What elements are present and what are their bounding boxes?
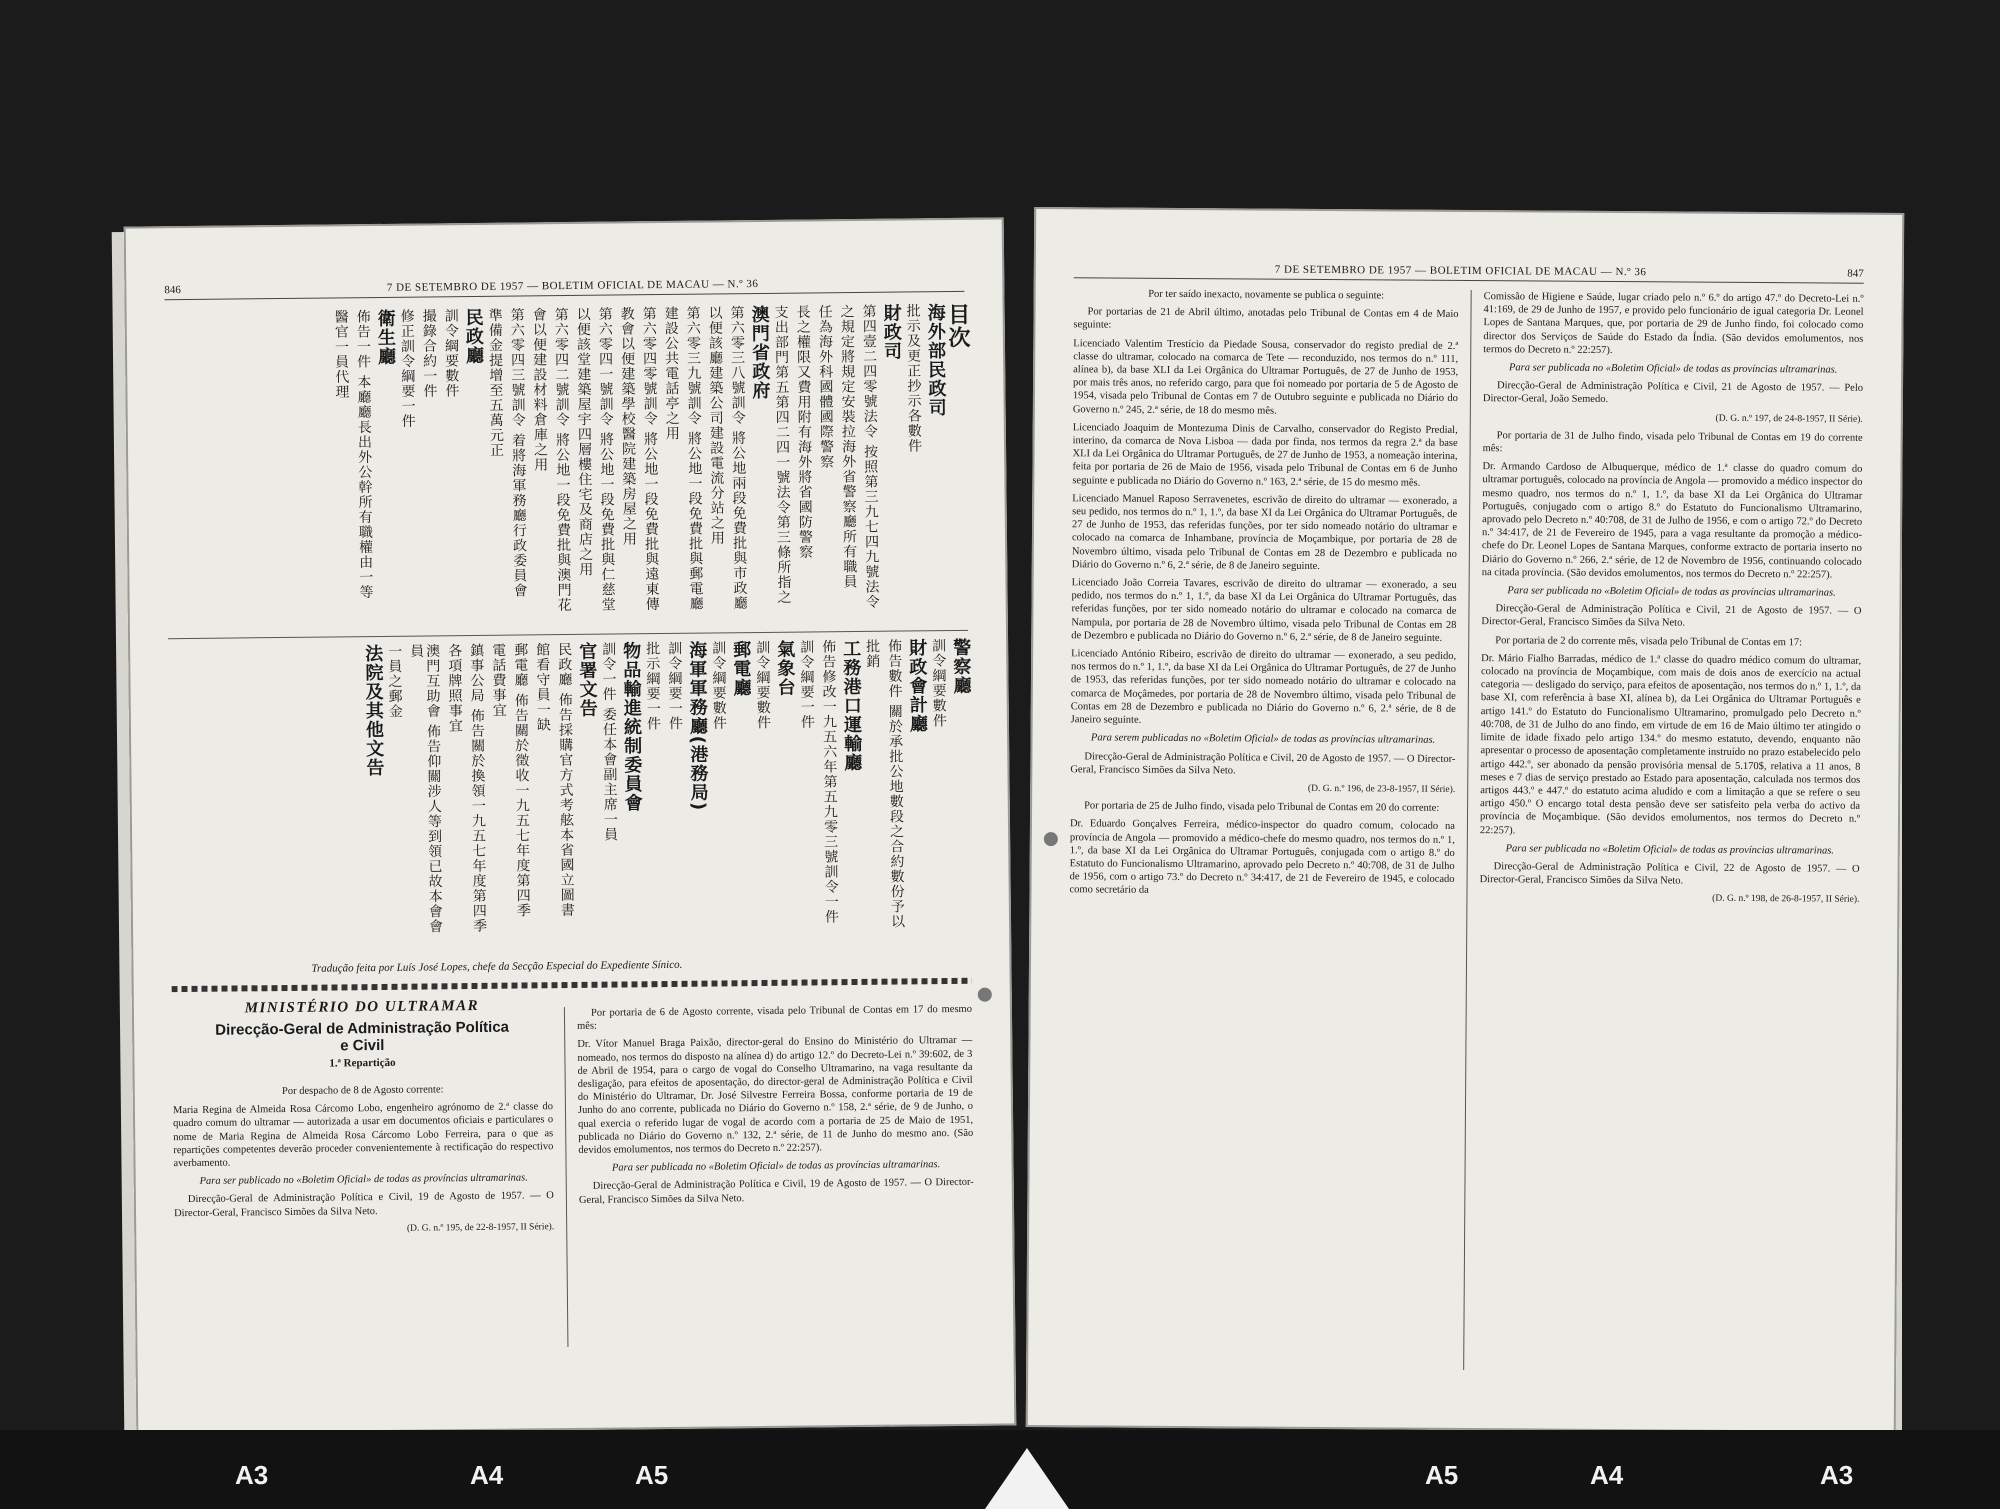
paragraph: Dr. Armando Cardoso de Albuquerque, médico de 1.ª classe do quadro comum do ultramar português, colocado na província de Angola — promovido a médico inspector do mesmo quadro, nos termos do n.º 1, 1.º, da base XI da Lei Orgânica do Ultramar Português, conjugado com o artigo 8.º do Estatuto do Funcionalismo Ultramarino, aprovado pelo Decreto n.º 40:708, de 31 de Julho de 1956, e com o artigo 72.º do Decreto n.º 34:417, de 21 de Fevereiro de 1945, para a vaga resultante da promoção a médico-chefe do Dr. Leonel Lopes de Santana Marques, conforme extracto de portaria inserto no Diário do Governo n.º 266, 2.ª série, de 12 de Novembro de 1956, continuando colocado na citada província. (São devidos emolumentos, nos termos do Decreto n.º 22:257).: [1481, 461, 1863, 581]
chinese-heading: 目次: [944, 302, 971, 350]
paragraph: Dr. Eduardo Gonçalves Ferreira, médico-inspector do quadro comum, colocado na província de Angola — promovido a médico-chefe do mesmo quadro, nos termos do n.º 1, 1.º, da base XI da Lei Orgânica do Ultramar Português, conjugada com o artigo 8.º do Estatuto do Funcionalismo Ultramarino, aprovado pelo Decreto n.º 40:708, de 31 de Julho de 1956, com o artigo 73.º do Decreto n.º 34:417, de 21 de Fevereiro de 1945, e colocado como secretário da: [1069, 818, 1455, 897]
chinese-entry: 鎮事公局 佈告關於換領一九五七年度第四季: [468, 642, 488, 934]
chinese-heading: 衛生廳: [374, 308, 397, 367]
film-mark-2: A4: [470, 1460, 504, 1490]
gazette-reference: (D. G. n.º 195, de 22-8-1957, II Série).: [406, 1222, 555, 1234]
paragraph: Por portaria de 25 de Julho findo, visada pelo Tribunal de Contas em 20 do corrente:: [1084, 800, 1440, 814]
chinese-entry: 醫官一員代理: [332, 309, 350, 400]
chinese-entry: 建設公共電話亭之用: [662, 305, 680, 441]
chinese-entry: 以便該堂建築屋宇四層樓住宅及商店之用: [574, 306, 594, 577]
paragraph: Por despacho de 8 de Agosto corrente:: [281, 1084, 444, 1098]
paragraph: Direcção-Geral de Administração Política e Civil, 21 de Agosto de 1957. — O Director-Geral, Francisco Simões da Silva Neto.: [1481, 603, 1862, 629]
chinese-entry: 第六零四一號訓令 將公地一段免費批與仁慈堂: [596, 306, 616, 613]
gazette-reference: (D. G. n.º 197, de 24-8-1957, II Série).: [1715, 413, 1863, 425]
chinese-entry: 以便該廳建築公司建設電流分站之用: [706, 305, 726, 546]
chinese-heading: 財政司: [880, 303, 903, 361]
chinese-contents-upper: [165, 302, 971, 631]
right-text-column-2: [1479, 290, 1863, 912]
punch-hole: [978, 988, 992, 1002]
chinese-entry: 之規定將規定安裝拉海外省警察廳所有職員: [838, 303, 858, 590]
chinese-heading: 民政廳: [462, 307, 485, 366]
chinese-entry: 長之權限又費用附有海外將省國防警察: [794, 304, 814, 560]
chinese-entry: 訓令一件 委任本會副主席一員: [600, 641, 619, 843]
chinese-entry: 澳門互助會 佈告仰關涉人等到領已故本會會員: [408, 643, 444, 934]
ministry-section: 1.ª Repartição: [329, 1056, 396, 1070]
paragraph: Direcção-Geral de Administração Política e Civil, 19 de Agosto de 1957. — O Director-Geral, Francisco Simões da Silva Neto.: [578, 1177, 974, 1206]
right-page-header: [1074, 262, 1864, 284]
ministry-heading: [172, 997, 553, 1071]
publication-note: Para ser publicado no «Boletim Oficial» de todas as províncias ultramarinas.: [199, 1172, 528, 1188]
chinese-entry: 佈告數件 關於承批公地數段之合約數份予以: [886, 638, 906, 930]
chinese-entry: 郵電廳 佈告關於徵收一九五七年度第四季: [512, 642, 531, 919]
chinese-heading: 法院及其他文告: [362, 643, 385, 778]
chinese-heading: 郵電廳: [730, 640, 752, 698]
left-text-column-1: [173, 1082, 555, 1243]
paragraph: Por portaria de 6 de Agosto corrente, visada pelo Tribunal de Contas em 17 do mesmo mês:: [577, 1003, 972, 1033]
column-rule: [1463, 290, 1472, 1370]
film-mark-6: A3: [1820, 1460, 1854, 1490]
publication-note: Para serem publicadas no «Boletim Oficial» de todas as províncias ultramarinas.: [1090, 732, 1436, 747]
left-page-header-title: 7 DE SETEMBRO DE 1957 — BOLETIM OFICIAL DE MACAU — N.º 36: [386, 277, 759, 294]
paragraph: Direcção-Geral de Administração Política e Civil, 20 de Agosto de 1957. — O Director-Geral, Francisco Simões da Silva Neto.: [1070, 750, 1456, 777]
paragraph: Licenciado Manuel Raposo Serravenetes, escrivão de direito do ultramar — exonerado, a seu pedido, nos termos do n.º 1, 1.º, da base XI da Lei Orgânica do Ultramar Português, de 27 de Junho de 1953, das referidas funções, por ter sido nomeado notário do ultramar e colocado na comarca de Inhambane, província de Moçambique, por portaria de 28 de Novembro último, visada pelo Tribunal de Contas em 28 de Dezembro e publicada no Diário do Governo n.º 6, 2.ª série, de 8 de Janeiro seguinte.: [1071, 493, 1458, 572]
chinese-heading: 氣象台: [774, 639, 796, 697]
paragraph: Por portarias de 21 de Abril último, anotadas pelo Tribunal de Contas em 4 de Maio seguinte:: [1073, 306, 1459, 331]
chinese-entry: 館看守員一缺: [534, 642, 552, 733]
left-text-column-2: [577, 1003, 974, 1212]
chinese-entry: 訓令綱要數件: [754, 639, 772, 731]
paragraph: Licenciado João Correia Tavares, escrivão de direito do ultramar — exonerado, a seu pedido, nos termos do n.º 1, 1.º, da base XI da Lei Orgânica do Ultramar Português, das referidas funções, por ter sido nomeado notário do ultramar e colocado na comarca de Nampula, por portaria de 28 de Novembro último, visada pelo Tribunal de Contas em 28 de Dezembro e publicada no Diário do Governo n.º 6, 2.ª série, de 8 de Janeiro seguinte.: [1071, 577, 1457, 644]
center-arrow-icon: [985, 1448, 1069, 1509]
chinese-entry: 訓令綱要數件: [930, 638, 947, 729]
paragraph: Direcção-Geral de Administração Política e Civil, 22 de Agosto de 1957. — O Director-Geral, Francisco Simões da Silva Neto.: [1479, 861, 1860, 887]
chinese-heading: 澳門省政府: [748, 304, 771, 401]
chinese-entry: 準備金提增至五萬元正: [486, 307, 505, 458]
chinese-entry: 會以便建設材料倉庫之用: [530, 307, 549, 473]
film-mark-4: A5: [1425, 1460, 1459, 1490]
paragraph: Licenciado Valentim Trestício da Piedade Sousa, conservador do registo predial de 2.ª classe do ultramar, colocado na comarca de Tete — reconduzido, nos termos do n.º 111, alínea b), da base XLI da Lei Orgânica do Ultramar Português, de 27 de Junho de 1953, por mais três anos, no referido cargo, para que foi nomeado por portaria de 5 de Agosto de 1954, visada pelo Tribunal de Contas em 7 de Outubro seguinte e publicada no Diário do Governo n.º 245, 2.ª série, de 18 do mesmo mês.: [1072, 337, 1459, 417]
chinese-entry: 任為海外科國體國際警察: [816, 304, 835, 470]
chinese-entry: 第六零四二號訓令 將公地一段免費批與澳門花: [552, 306, 572, 613]
paragraph: Por ter saído inexacto, novamente se publica o seguinte:: [1148, 288, 1385, 302]
paragraph: Licenciado António Ribeiro, escrivão de direito do ultramar — exonerado, a seu pedido, nos termos do n.º 1, 1.º, da base XI da Lei Orgânica do Ultramar Português, de 27 de Junho de 1953, das referidas funções, por ter sido nomeado notário do ultramar e colocado na comarca de Moçâmedes, por portaria de 28 de Novembro último, visada pelo Tribunal de Contas em 28 de Dezembro e publicada no Diário do Governo n.º 6, 2.ª série, de 8 de Janeiro seguinte.: [1070, 648, 1457, 726]
gazette-reference: (D. G. n.º 196, de 23-8-1957, II Série).: [1307, 783, 1456, 795]
chinese-heading: 警察廳: [950, 637, 972, 696]
film-mark-3: A5: [635, 1460, 669, 1490]
chinese-entry: 第四壹二四零號法令 按照第三九七四九號法令: [860, 303, 880, 610]
chinese-entry: 支出部門第五第四二四一號法令第三條所指之: [772, 304, 792, 605]
ornamental-rule: [172, 978, 972, 992]
right-page: [1026, 207, 1904, 1433]
publication-note: Para ser publicada no «Boletim Oficial» de todas as províncias ultramarinas.: [1505, 843, 1834, 857]
chinese-heading: 財政會計廳: [906, 638, 929, 734]
publication-note: Para ser publicada no «Boletim Oficial» de todas as províncias ultramarinas.: [1508, 362, 1838, 376]
punch-hole: [1044, 832, 1058, 846]
paragraph: Dr. Mário Fialho Barradas, médico de 1.ª classe do quadro médico comum do ultramar, colocado na província de Moçambique, com mais de dois anos de exercício na actual categoria — desligado do serviço, para efeitos de aposentação, nos termos do n.º 1, 1.º, da base XI, com referência à base XI, alínea b), da Lei Orgânica do Ultramar Português e artigo 141.º do Estatuto do Funcionalismo Ultramarino, promulgado pelo Decreto n.º 40:708, de 31 de Julho do ano findo, em virtude de em 16 de Maio último ter atingido o limite de idade fixado pelo artigo 134.º do mesmo estatuto, devendo, enquanto não apresentar o processo de aposentação completamente instruído no prazo estabelecido pelo artigo 442.º, ser abonado da pensão provisória mensal de 5.170$, relativa a 11 anos, 8 meses e 7 dias de serviço prestado ao Estado para aposentação, calculada nos termos dos artigos 443.º e 447.º do estatuto acima aludido e com a limitação a que se refere o seu artigo 450.º O encargo total desta pensão deve ser satisfeito pela verba do activo da província de Moçambique. (São devidos emolumentos, nos termos do Decreto n.º 22:257).: [1479, 652, 1862, 836]
left-page-number: 846: [164, 284, 181, 297]
chinese-contents-lower: [168, 638, 971, 946]
left-page: [124, 217, 1017, 1434]
chinese-entry: 各項牌照事宜: [446, 643, 464, 734]
chinese-heading: 物品輸進統制委員會: [620, 641, 643, 813]
publication-note: Para ser publicada no «Boletim Oficial» de todas as províncias ultramarinas.: [611, 1159, 941, 1174]
paragraph: Direcção-Geral de Administração Política e Civil, 19 de Agosto de 1957. — O Director-Geral, Francisco Simões da Silva Neto.: [173, 1190, 554, 1219]
paragraph: Direcção-Geral de Administração Política e Civil, 21 de Agosto de 1957. — Pelo Director-Geral, João Semedo.: [1482, 380, 1864, 406]
chinese-entry: 批示及更正抄示各數件: [904, 303, 923, 454]
chinese-entry: 佈告一件 本廳廳長出外公幹所有職權由一等: [354, 309, 374, 600]
chinese-entry: 民政廳 佈告採購官方式考舷本省國立圖書: [556, 641, 575, 918]
column-rule: [564, 1007, 569, 1347]
left-page-header: [164, 276, 964, 300]
ministry-subtitle-2: e Civil: [340, 1036, 385, 1055]
chinese-entry: 電話費事宜: [490, 642, 507, 718]
chinese-entry: 訓令綱要數件: [710, 640, 728, 731]
paragraph: Comissão de Higiene e Saúde, lugar criado pelo n.º 6.º do artigo 47.º do Decreto-Lei n.º 41:169, de 29 de Junho de 1957, e provido pelo funcionário de igual categoria Dr. Leonel Lopes de Santana Marques, que, por portaria de 29 de Junho findo, foi colocado como director dos Serviços de Saúde do Estado da Índia. (São devidos emolumentos, nos termos do Decreto n.º 22:257).: [1483, 291, 1864, 356]
chinese-entry: 第六零四三號訓令 着將海軍務廳行政委員會: [508, 307, 528, 599]
chinese-entry: 訓令綱要數件: [442, 308, 460, 399]
chinese-heading: 海外部民政司: [924, 303, 947, 418]
chinese-entry: 修正訓令綱要一件: [398, 308, 416, 429]
chinese-heading: 工務港口運輸廳: [840, 638, 863, 773]
chinese-heading: 海軍軍務廳(港務局): [686, 640, 709, 812]
film-mark-1: A3: [235, 1460, 269, 1490]
paragraph: Por portaria de 31 de Julho findo, visada pelo Tribunal de Contas em 19 do corrente mês:: [1482, 430, 1863, 455]
chinese-entry: 批銷: [864, 638, 881, 669]
right-text-column-1: [1069, 287, 1458, 904]
paragraph: Maria Regina de Almeida Rosa Cárcomo Lobo, engenheiro agrónomo de 2.ª classe do quadro comum do ultramar — autorizada a usar em documentos oficiais e particulares o nome de Maria Regina de Almeida Rosa Cárcomo Lobo Ferreira, para o que as repartições competentes deverão proceder convenientemente à rectificação do respectivo averbamento.: [172, 1101, 554, 1170]
chinese-entry: 第六零三九號訓令 將公地一段免費批與郵電廳: [684, 305, 704, 612]
paragraph: Por portaria de 2 do corrente mês, visada pelo Tribunal de Contas em 17:: [1495, 634, 1803, 649]
publication-note: Para ser publicada no «Boletim Oficial» de todas as províncias ultramarinas.: [1507, 585, 1836, 599]
chinese-entry: 佈告修改一九五六年第五九零三號訓令一件: [820, 639, 840, 925]
paragraph: Dr. Vítor Manuel Braga Paixão, director-geral do Ensino do Ministério do Ultramar — nomeado, nos termos do disposto na alínea d) do artigo 12.º do Decreto-Lei n.º 39:602, de 3 de Abril de 1954, para o cargo de vogal do Conselho Ultramarino, na vaga resultante da desligação, para efeitos de aposentação, do director-geral de Administração Política e Civil do Ministério do Ultramar, Dr. José Silvestre Ferreira Bossa, conforme portaria de 19 de Junho do ano corrente, publicada no Diário do Governo n.º 158, 2.ª série, de 9 de Junho, o qual exercia o referido lugar de vogal de acordo com a portaria de 25 de Maio de 1951, publicada no Diário do Governo n.º 132, 2.ª série, de 11 de Junho do mesmo ano. (São devidos emolumentos, nos termos do Decreto n.º 22:257).: [577, 1035, 974, 1156]
translation-note: Tradução feita por Luís José Lopes, chefe da Secção Especial do Expediente Sínico.: [311, 958, 683, 975]
paragraph: Licenciado Joaquim de Montezuma Dinis de Carvalho, conservador do Registo Predial, interino, da comarca de Nova Lisboa — dada por finda, nos termos da regra 2.ª da base XLI da Lei Orgânica do Ultramar Português, de 27 de Junho de 1953, a nomeação interina, feita por portaria de 26 de Maio de 1956, visada pelo Tribunal de Contas em 6 de Junho seguinte e publicada no Diário do Governo n.º 163, 2.ª série, de 15 do mesmo mês.: [1072, 422, 1458, 489]
film-mark-5: A4: [1590, 1460, 1624, 1490]
section-divider: [168, 630, 968, 639]
chinese-entry: 第六零四零號訓令 將公地一段免費批與遠東傳: [640, 306, 660, 612]
chinese-entry: 訓令綱要一件: [666, 640, 684, 731]
chinese-entry: 教會以便建築學校醫院建築房屋之用: [618, 306, 638, 547]
chinese-entry: 一員之郵金: [386, 643, 403, 719]
chinese-entry: 撮錄合約一件: [420, 308, 438, 399]
ministry-title: MINISTÉRIO DO ULTRAMAR: [244, 997, 480, 1017]
chinese-entry: 第六零三八號訓令 將公地兩段免費批與市政廳: [728, 305, 748, 611]
right-page-header-title: 7 DE SETEMBRO DE 1957 — BOLETIM OFICIAL DE MACAU — N.º 36: [1274, 263, 1647, 279]
ministry-subtitle-1: Direcção-Geral de Administração Política: [215, 1018, 510, 1039]
chinese-heading: 官署文告: [576, 641, 598, 718]
chinese-entry: 批示綱要一件: [644, 641, 662, 732]
right-page-number: 847: [1847, 267, 1864, 280]
gazette-reference: (D. G. n.º 198, de 26-8-1957, II Série).: [1712, 894, 1860, 906]
chinese-entry: 訓令綱要一件: [798, 639, 816, 730]
